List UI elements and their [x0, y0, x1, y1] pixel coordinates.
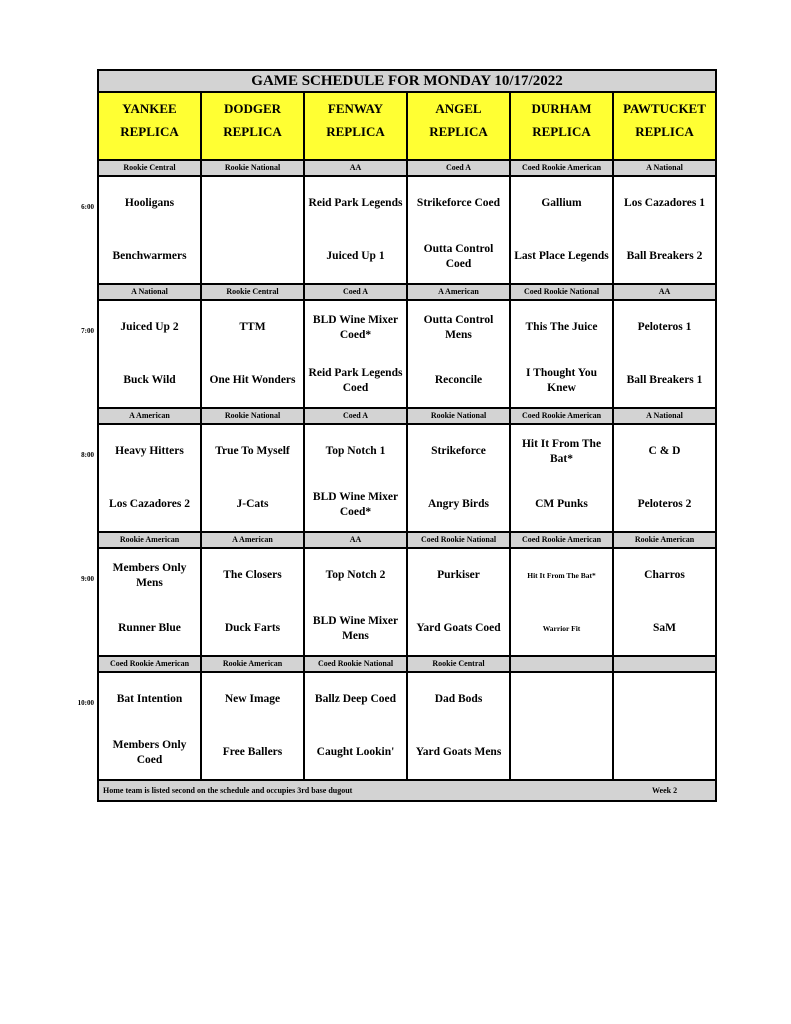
visiting-team: Hit It From The Bat* [521, 437, 602, 465]
visiting-team: Outta Control Mens [423, 313, 494, 341]
game-cell [305, 549, 408, 655]
division-label: Rookie National [202, 161, 305, 175]
home-team: Free Ballers [222, 746, 283, 758]
field-subtitle: REPLICA [120, 124, 179, 139]
division-label: AA [658, 287, 671, 296]
home-team: Members Only Coed [112, 738, 187, 766]
home-team: BLD Wine Mixer Mens [312, 614, 399, 642]
home-team: Buck Wild [123, 374, 176, 386]
game-cell [511, 301, 614, 407]
home-team: Peloteros 2 [637, 498, 692, 510]
home-team: Juiced Up 1 [326, 250, 385, 262]
division-label: Coed A [305, 409, 408, 423]
game-cell [408, 301, 511, 407]
game-cell [408, 549, 511, 655]
division-label: Rookie Central [99, 161, 202, 175]
home-team: Last Place Legends [514, 250, 609, 262]
visiting-team: True To Myself [215, 445, 290, 457]
game-cell [408, 177, 511, 283]
game-cell [614, 549, 715, 655]
home-team: Reid Park Legends Coed [308, 366, 403, 394]
field-name: PAWTUCKET [623, 101, 706, 116]
game-cell [202, 425, 305, 531]
time-label: 6:00 [81, 203, 94, 211]
division-label: Coed A [305, 285, 408, 299]
time-slot-row [99, 177, 715, 285]
division-label: Rookie Central [408, 657, 511, 671]
home-team: Ball Breakers 2 [626, 250, 703, 262]
visiting-team [511, 673, 612, 726]
division-label: Coed A [408, 161, 511, 175]
visiting-team: New Image [224, 693, 281, 705]
game-cell [614, 301, 715, 407]
home-team: Reconcile [434, 374, 483, 386]
division-label: Coed Rookie American [511, 161, 614, 175]
game-cell [99, 177, 202, 283]
game-cell [305, 673, 408, 779]
visiting-team: Hit It From The Bat* [527, 571, 596, 580]
field-subtitle: REPLICA [429, 124, 488, 139]
visiting-team: Peloteros 1 [637, 321, 692, 333]
visiting-team: Bat Intention [116, 693, 183, 705]
visiting-team: Strikeforce [431, 445, 486, 457]
game-cell [202, 549, 305, 655]
visiting-team: Purkiser [437, 569, 480, 581]
field-header [614, 93, 715, 159]
home-team: Yard Goats Coed [416, 622, 501, 634]
time-slot-row [99, 425, 715, 533]
division-label: A American [99, 409, 202, 423]
visiting-team: Heavy Hitters [115, 445, 184, 457]
division-label [511, 657, 614, 671]
home-team: Outta Control Coed [423, 242, 494, 270]
visiting-team: Gallium [541, 197, 582, 209]
schedule-title: GAME SCHEDULE FOR MONDAY 10/17/2022 [99, 71, 715, 93]
division-label: A National [646, 411, 683, 420]
home-team: CM Punks [535, 498, 588, 510]
visiting-team: Hooligans [124, 197, 175, 209]
home-team: I Thought You Knew [526, 366, 597, 394]
home-team: Yard Goats Mens [415, 746, 502, 758]
visiting-team: BLD Wine Mixer Coed* [312, 313, 399, 341]
home-team: Duck Farts [224, 622, 281, 634]
visiting-team: Juiced Up 2 [120, 321, 179, 333]
field-name: DURHAM [531, 101, 592, 116]
visiting-team: Reid Park Legends [308, 197, 403, 209]
field-name: ANGEL [435, 101, 482, 116]
game-cell [202, 301, 305, 407]
home-team: Warrior Fit [542, 624, 581, 633]
division-band [99, 409, 715, 425]
field-subtitle: REPLICA [635, 124, 694, 139]
field-subtitle: REPLICA [532, 124, 591, 139]
division-label: A National [99, 285, 202, 299]
division-label: Coed Rookie National [511, 285, 614, 299]
visiting-team: Charros [644, 569, 685, 581]
field-header [305, 93, 408, 159]
field-name: FENWAY [327, 101, 384, 116]
field-header [99, 93, 202, 159]
division-label: Rookie National [408, 409, 511, 423]
game-cell [614, 425, 715, 531]
visiting-team: Strikeforce Coed [416, 197, 501, 209]
home-team [511, 726, 612, 779]
field-name: DODGER [223, 101, 282, 116]
division-band [99, 533, 715, 549]
division-label: A American [202, 533, 305, 547]
division-label: Coed Rookie American [511, 533, 614, 547]
schedule-table [97, 69, 717, 802]
field-subtitle: REPLICA [223, 124, 282, 139]
time-slot-row [99, 673, 715, 781]
game-cell [202, 673, 305, 779]
home-team: Angry Birds [427, 498, 490, 510]
visiting-team: Los Cazadores 1 [624, 197, 705, 209]
visiting-team: Top Notch 1 [325, 445, 386, 457]
division-label: A National [646, 163, 683, 172]
division-label: AA [305, 533, 408, 547]
time-label: 10:00 [77, 699, 94, 707]
home-team: J-Cats [236, 498, 269, 510]
game-cell [614, 673, 715, 779]
visiting-team: This The Juice [525, 321, 598, 333]
field-name: YANKEE [122, 101, 177, 116]
field-header [408, 93, 511, 159]
home-team: Los Cazadores 2 [109, 498, 190, 510]
division-label: Coed Rookie American [511, 409, 614, 423]
division-band [99, 285, 715, 301]
game-cell [305, 177, 408, 283]
time-label: 9:00 [81, 575, 94, 583]
game-cell [511, 549, 614, 655]
division-band [99, 161, 715, 177]
home-team: SaM [653, 622, 676, 634]
visiting-team: The Closers [223, 569, 282, 581]
game-cell [511, 673, 614, 779]
division-label: AA [305, 161, 408, 175]
home-team: Caught Lookin' [316, 746, 395, 758]
division-label: Rookie National [202, 409, 305, 423]
division-label: A American [408, 285, 511, 299]
game-cell [511, 425, 614, 531]
home-team [614, 726, 715, 779]
division-label [614, 657, 715, 671]
time-label: 7:00 [81, 327, 94, 335]
time-slots [99, 161, 715, 781]
visiting-team: C & D [648, 445, 681, 457]
time-label: 8:00 [81, 451, 94, 459]
home-team: One Hit Wonders [209, 374, 296, 386]
home-team: Runner Blue [118, 622, 181, 634]
visiting-team: TTM [239, 321, 266, 333]
division-band [99, 657, 715, 673]
footer-note: Home team is listed second on the schedule and occupies 3rd base dugout [103, 786, 353, 795]
visiting-team: Dad Bods [434, 693, 483, 705]
field-header [511, 93, 614, 159]
time-slot-row [99, 301, 715, 409]
division-label: Rookie American [202, 657, 305, 671]
visiting-team [614, 673, 715, 726]
game-cell [99, 425, 202, 531]
game-cell [408, 673, 511, 779]
game-cell [614, 177, 715, 283]
game-cell [99, 673, 202, 779]
division-label: Rookie American [634, 535, 695, 544]
home-team: Ball Breakers 1 [626, 374, 703, 386]
game-cell [99, 301, 202, 407]
division-label: Rookie Central [202, 285, 305, 299]
schedule-footer [99, 781, 715, 800]
game-cell [511, 177, 614, 283]
game-cell [408, 425, 511, 531]
home-team [202, 230, 303, 283]
division-label: Rookie American [99, 533, 202, 547]
field-subtitle: REPLICA [326, 124, 385, 139]
division-label: Coed Rookie National [408, 533, 511, 547]
visiting-team: Top Notch 2 [325, 569, 386, 581]
home-team: BLD Wine Mixer Coed* [312, 490, 399, 518]
division-label: Coed Rookie National [305, 657, 408, 671]
field-header [202, 93, 305, 159]
visiting-team: Members Only Mens [112, 561, 187, 589]
week-label: Week 2 [652, 786, 678, 795]
game-cell [99, 549, 202, 655]
game-cell [305, 301, 408, 407]
game-cell [202, 177, 305, 283]
home-team: Benchwarmers [112, 250, 187, 262]
field-header-row [99, 93, 715, 161]
division-label: Coed Rookie American [99, 657, 202, 671]
time-slot-row [99, 549, 715, 657]
visiting-team: Ballz Deep Coed [314, 693, 397, 705]
game-cell [305, 425, 408, 531]
visiting-team [202, 177, 303, 230]
